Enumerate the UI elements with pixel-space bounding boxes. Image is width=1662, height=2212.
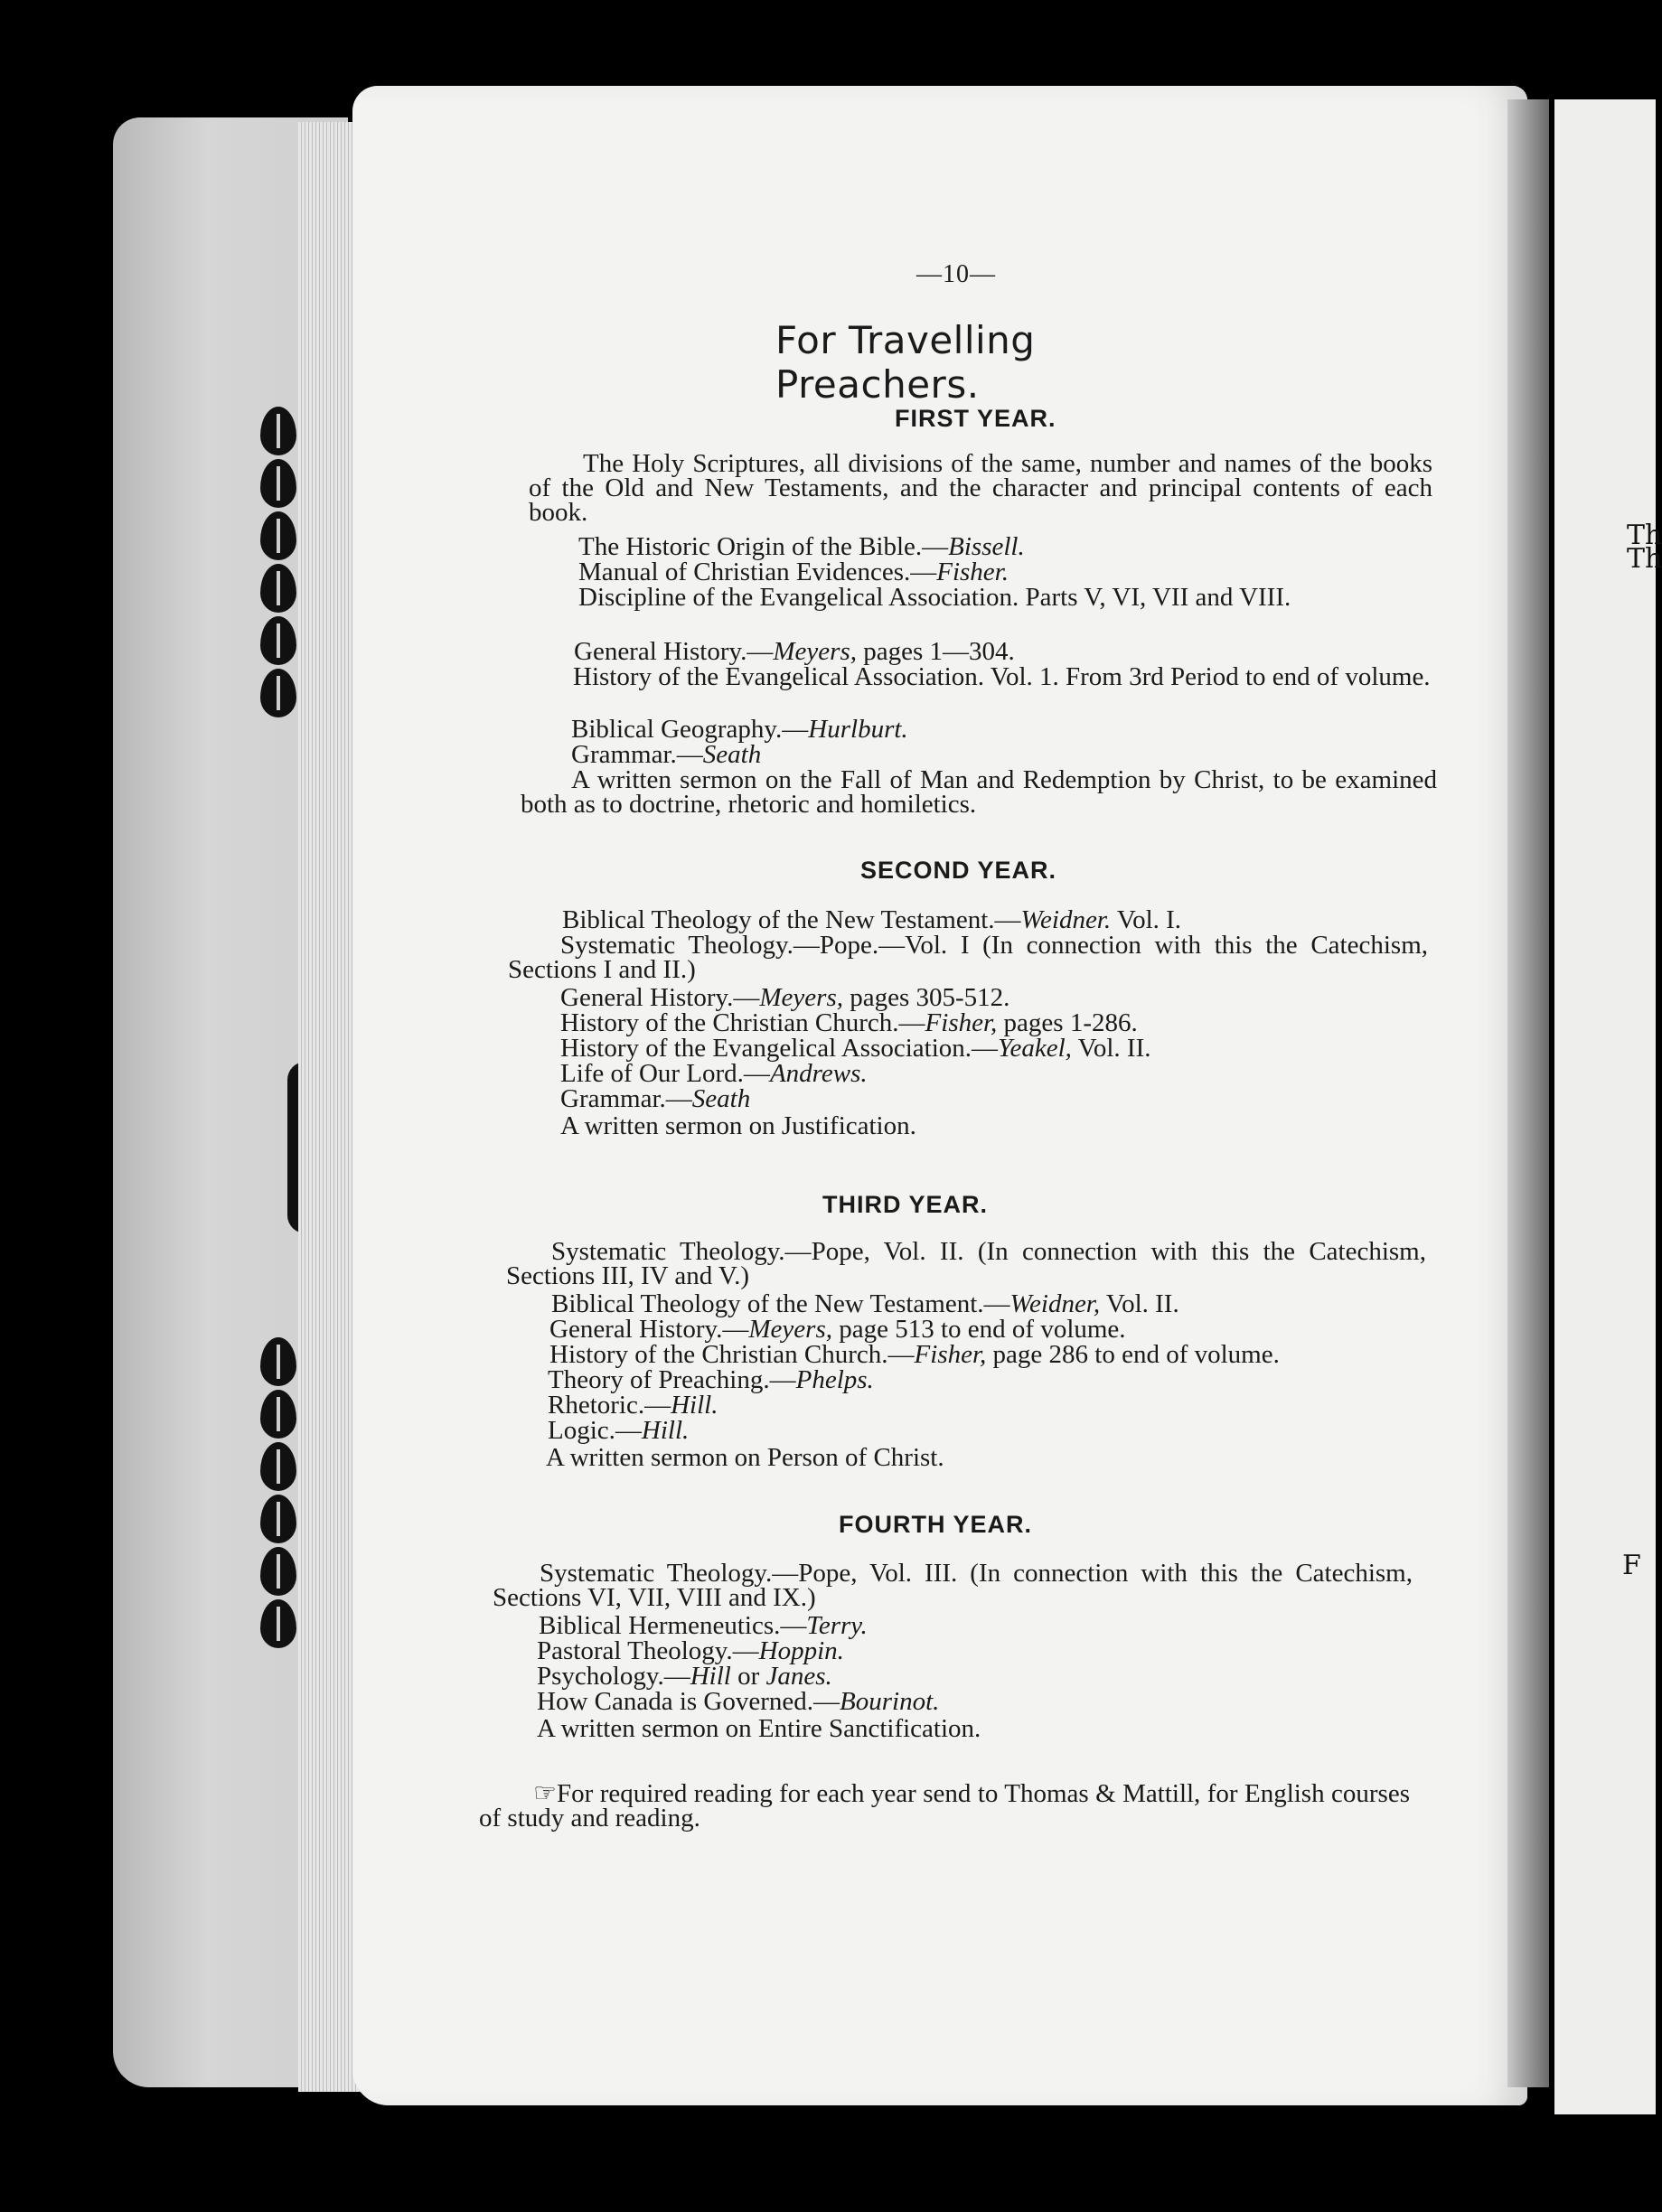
list-item: Biblical Hermeneutics.—Terry. bbox=[539, 1611, 868, 1640]
footer-note: ☞For required reading for each year send to Thomas & Mattill, for English courses of study and reading. bbox=[479, 1779, 1410, 1832]
leaf-ornament-icon bbox=[260, 1495, 296, 1543]
decorative-leaf-border-top bbox=[251, 407, 305, 717]
list-item: General History.—Meyers, pages 305-512. bbox=[560, 983, 1010, 1012]
list-item: The Historic Origin of the Bible.—Bissell. bbox=[578, 532, 1025, 561]
list-item: Systematic Theology.—Pope, Vol. III. (In connection with this the Catechism, Sections VI, VII, VIII and IX.) bbox=[493, 1559, 1413, 1612]
list-item: Life of Our Lord.—Andrews. bbox=[560, 1059, 868, 1088]
gutter-shadow bbox=[1507, 99, 1549, 2087]
section-heading-fourth-year: FOURTH YEAR. bbox=[839, 1511, 1033, 1538]
list-item: History of the Evangelical Association. Vol. 1. From 3rd Period to end of volume. bbox=[573, 662, 1431, 691]
list-item: Grammar.—Seath bbox=[571, 740, 762, 769]
right-page-fragment: Th bbox=[1627, 543, 1662, 575]
page-number: —10— bbox=[916, 260, 996, 288]
list-item: History of the Evangelical Association.—Yeakel, Vol. II. bbox=[560, 1034, 1151, 1063]
leaf-ornament-icon bbox=[260, 616, 296, 665]
first-year-intro: The Holy Scriptures, all divisions of the same, number and names of the books of the Old and New Testaments, and the character and principal contents of each book. bbox=[529, 449, 1432, 527]
list-item: Biblical Theology of the New Testament.—Weidner, Vol. II. bbox=[551, 1289, 1179, 1318]
list-item: Logic.—Hill. bbox=[548, 1416, 690, 1445]
leaf-ornament-icon bbox=[260, 1442, 296, 1491]
list-item: Theory of Preaching.—Phelps. bbox=[548, 1365, 874, 1394]
list-item: Rhetoric.—Hill. bbox=[548, 1391, 718, 1420]
list-item: Psychology.—Hill or Janes. bbox=[537, 1662, 832, 1691]
leaf-ornament-icon bbox=[260, 669, 296, 717]
list-item: Systematic Theology.—Pope.—Vol. I (In connection with this the Catechism, Sections I and II.) bbox=[508, 931, 1428, 984]
list-item: Biblical Geography.—Hurlburt. bbox=[571, 715, 908, 744]
list-item: Grammar.—Seath bbox=[560, 1084, 751, 1113]
right-page-fragment: Th bbox=[1627, 520, 1662, 551]
list-item: Pastoral Theology.—Hoppin. bbox=[537, 1636, 844, 1665]
decorative-leaf-border-bottom bbox=[251, 1337, 305, 1648]
leaf-ornament-icon bbox=[260, 1390, 296, 1439]
leaf-ornament-icon bbox=[260, 1599, 296, 1648]
pointing-hand-icon: ☞ bbox=[533, 1779, 557, 1808]
leaf-ornament-icon bbox=[260, 564, 296, 613]
list-item: Systematic Theology.—Pope, Vol. II. (In connection with this the Catechism, Sections III, IV and V.) bbox=[506, 1237, 1426, 1290]
section-heading-second-year: SECOND YEAR. bbox=[860, 857, 1057, 884]
first-year-sermon: A written sermon on the Fall of Man and Redemption by Christ, to be examined both as to doctrine, rhetoric and homiletics. bbox=[521, 765, 1437, 819]
leaf-ornament-icon bbox=[260, 407, 296, 455]
list-item: A written sermon on Justification. bbox=[560, 1111, 916, 1140]
leaf-ornament-icon bbox=[260, 1547, 296, 1596]
section-heading-first-year: FIRST YEAR. bbox=[895, 405, 1056, 432]
list-item: General History.—Meyers, page 513 to end of volume. bbox=[549, 1315, 1126, 1344]
right-page bbox=[1554, 99, 1656, 2114]
page-title: For Travelling Preachers. bbox=[775, 318, 1036, 407]
list-item: Biblical Theology of the New Testament.—Weidner. Vol. I. bbox=[562, 905, 1182, 934]
list-item: History of the Christian Church.—Fisher, pages 1-286. bbox=[560, 1008, 1138, 1037]
leaf-ornament-icon bbox=[260, 459, 296, 508]
list-item: Manual of Christian Evidences.—Fisher. bbox=[578, 558, 1009, 586]
right-page-fragment: F bbox=[1622, 1550, 1641, 1581]
section-heading-third-year: THIRD YEAR. bbox=[822, 1191, 989, 1218]
leaf-ornament-icon bbox=[260, 511, 296, 560]
list-item: History of the Christian Church.—Fisher, page 286 to end of volume. bbox=[549, 1340, 1280, 1369]
list-item: A written sermon on Entire Sanctification. bbox=[537, 1714, 981, 1743]
list-item: A written sermon on Person of Christ. bbox=[546, 1443, 944, 1472]
list-item: How Canada is Governed.—Bourinot. bbox=[537, 1687, 940, 1716]
list-item: General History.—Meyers, pages 1—304. bbox=[574, 637, 1015, 666]
list-item: Discipline of the Evangelical Association. Parts V, VI, VII and VIII. bbox=[578, 583, 1291, 612]
leaf-ornament-icon bbox=[260, 1337, 296, 1386]
